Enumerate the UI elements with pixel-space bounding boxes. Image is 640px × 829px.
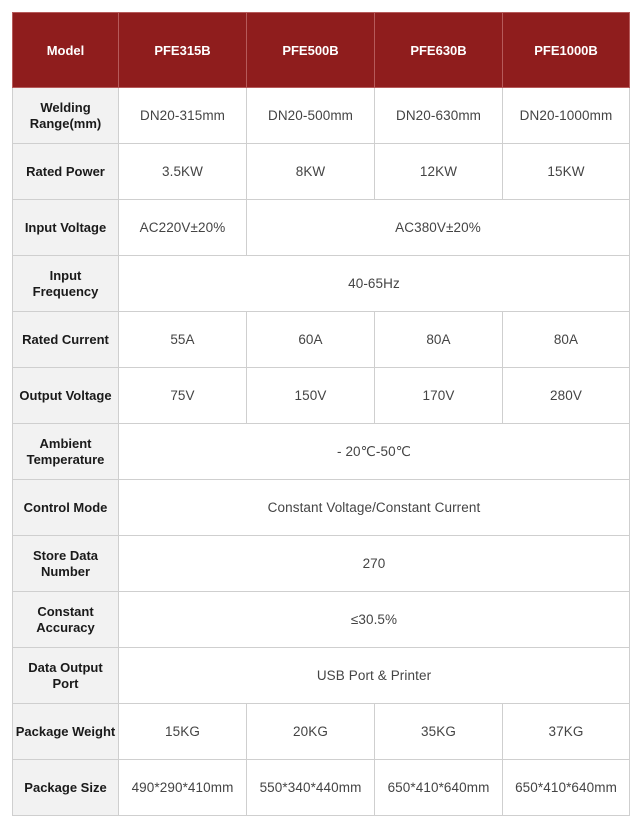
table-cell: 150V	[247, 368, 375, 424]
table-cell: 650*410*640mm	[375, 760, 503, 816]
table-cell: 20KG	[247, 704, 375, 760]
table-row-constant-accuracy	[13, 592, 630, 648]
row-label: Input Frequency	[13, 256, 119, 312]
table-cell-merged: 270	[119, 536, 630, 592]
table-cell: 15KW	[503, 144, 630, 200]
table-cell: 12KW	[375, 144, 503, 200]
table-row-welding-range	[13, 88, 630, 144]
model-header-pfe1000b: PFE1000B	[503, 13, 630, 88]
table-cell-merged: USB Port & Printer	[119, 648, 630, 704]
table-cell: 3.5KW	[119, 144, 247, 200]
row-label: Input Voltage	[13, 200, 119, 256]
model-header-pfe630b: PFE630B	[375, 13, 503, 88]
table-row-rated-power	[13, 144, 630, 200]
table-cell: 75V	[119, 368, 247, 424]
row-label: Constant Accuracy	[13, 592, 119, 648]
table-row-ambient-temperature	[13, 424, 630, 480]
header-row	[13, 13, 630, 88]
table-cell: 650*410*640mm	[503, 760, 630, 816]
row-label: Package Size	[13, 760, 119, 816]
row-label: Ambient Temperature	[13, 424, 119, 480]
table-cell: 60A	[247, 312, 375, 368]
table-cell: DN20-500mm	[247, 88, 375, 144]
model-header-pfe500b: PFE500B	[247, 13, 375, 88]
model-header-pfe315b: PFE315B	[119, 13, 247, 88]
table-row-package-size	[13, 760, 630, 816]
table-row-control-mode	[13, 480, 630, 536]
row-label: Output Voltage	[13, 368, 119, 424]
table-cell: 280V	[503, 368, 630, 424]
table-row-data-output-port	[13, 648, 630, 704]
table-cell-merged: ≤30.5%	[119, 592, 630, 648]
row-label: Store Data Number	[13, 536, 119, 592]
table-row-package-weight	[13, 704, 630, 760]
table-cell-merged: Constant Voltage/Constant Current	[119, 480, 630, 536]
row-label: Rated Current	[13, 312, 119, 368]
table-cell-merged: - 20℃-50℃	[119, 424, 630, 480]
table-cell: 55A	[119, 312, 247, 368]
table-cell: 35KG	[375, 704, 503, 760]
table-cell: 490*290*410mm	[119, 760, 247, 816]
row-label: Welding Range(mm)	[13, 88, 119, 144]
table-cell-merged: AC380V±20%	[247, 200, 630, 256]
table-row-input-frequency	[13, 256, 630, 312]
row-label: Data Output Port	[13, 648, 119, 704]
table-cell: 170V	[375, 368, 503, 424]
table-cell: 80A	[503, 312, 630, 368]
table-cell: AC220V±20%	[119, 200, 247, 256]
table-row-rated-current	[13, 312, 630, 368]
table-cell: 8KW	[247, 144, 375, 200]
model-header: Model	[13, 13, 119, 88]
table-cell: DN20-315mm	[119, 88, 247, 144]
table-cell: 37KG	[503, 704, 630, 760]
table-cell: 80A	[375, 312, 503, 368]
table-cell: 550*340*440mm	[247, 760, 375, 816]
row-label: Rated Power	[13, 144, 119, 200]
specification-table	[12, 12, 630, 816]
table-cell: DN20-630mm	[375, 88, 503, 144]
table-row-output-voltage	[13, 368, 630, 424]
table-row-store-data-number	[13, 536, 630, 592]
row-label: Package Weight	[13, 704, 119, 760]
table-cell: 15KG	[119, 704, 247, 760]
spec-table-container	[12, 12, 629, 816]
table-row-input-voltage	[13, 200, 630, 256]
row-label: Control Mode	[13, 480, 119, 536]
table-cell-merged: 40-65Hz	[119, 256, 630, 312]
table-cell: DN20-1000mm	[503, 88, 630, 144]
